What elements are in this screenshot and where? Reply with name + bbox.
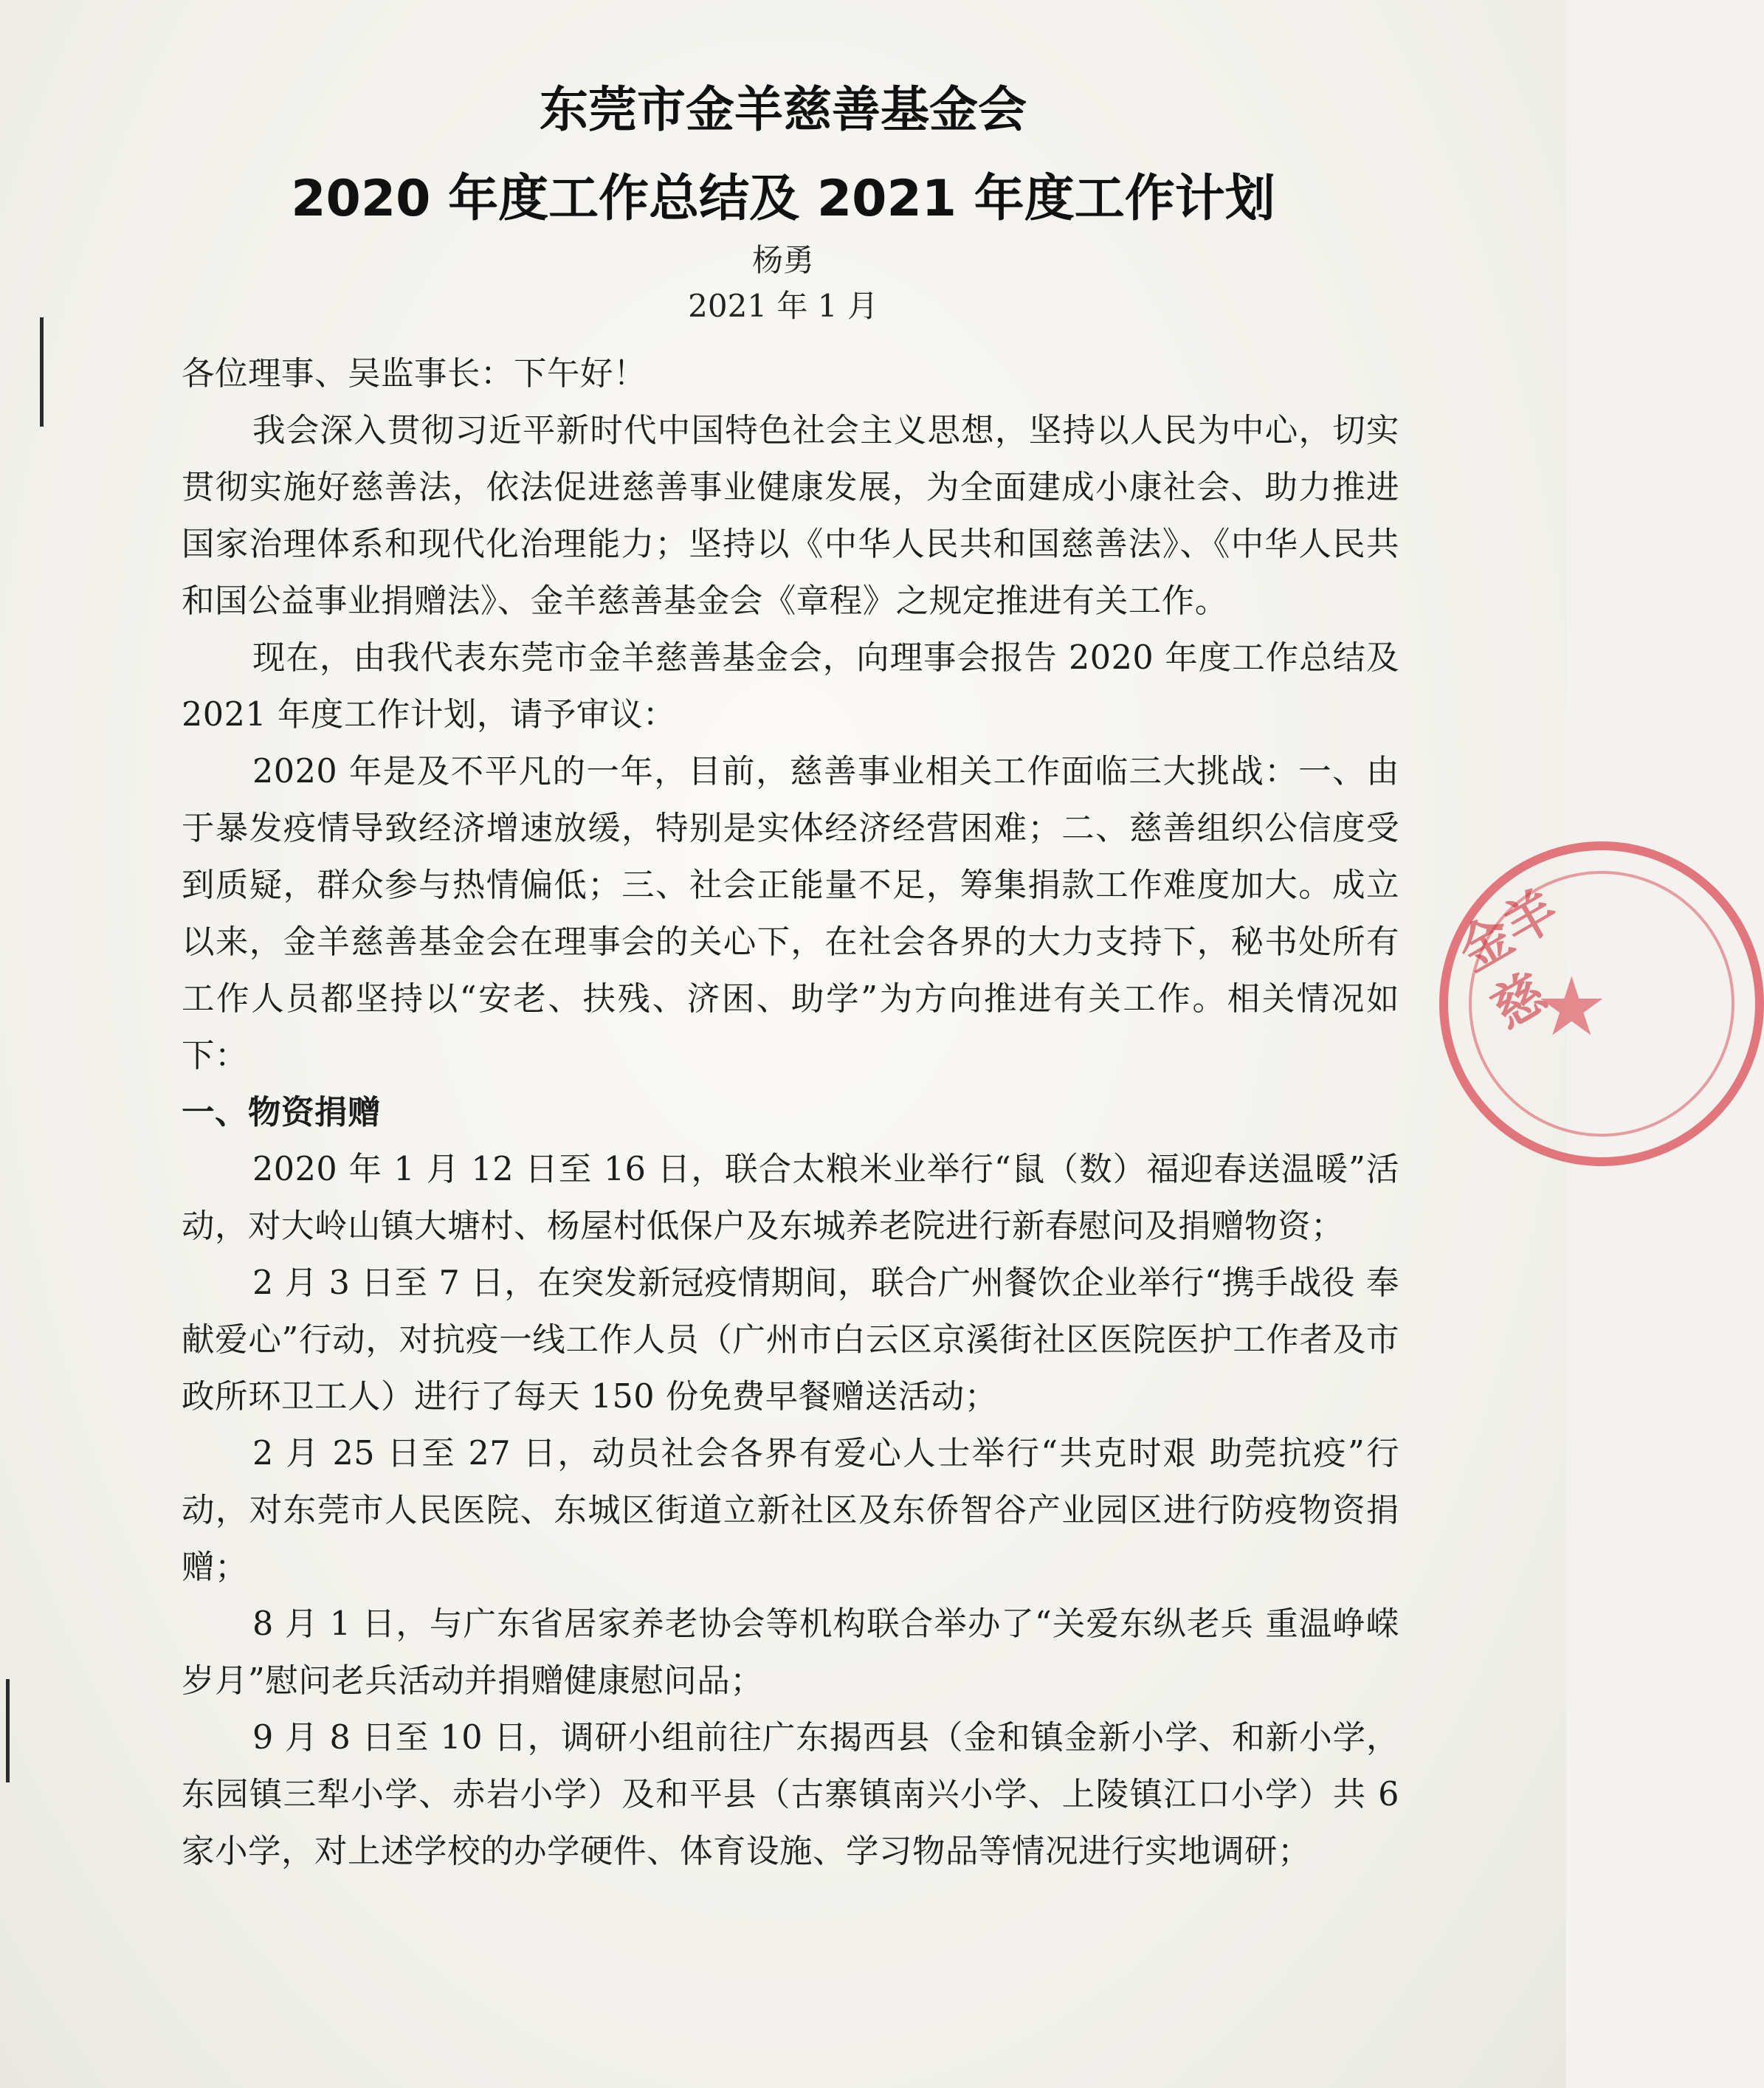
greeting: 各位理事、吴监事长：下午好！ [182,355,647,393]
list-item: 9 月 8 日至 10 日，调研小组前往广东揭西县（金和镇金新小学、和新小学，东园镇三犁小学、赤岩小学）及和平县（古寨镇南兴小学、上陵镇江口小学）共 6 家小学，对上述学校的办学硬件、体育设施、学习物品等情况进行实地调研； [182,1719,1399,1870]
document-subtitle: 2020 年度工作总结及 2021 年度工作计划 [291,170,1275,228]
red-seal-star-icon: ★ [1535,959,1608,1054]
list-item: 8 月 1 日，与广东省居家养老协会等机构联合举办了“关爱东纵老兵 重温峥嵘岁月”慰问老兵活动并捐赠健康慰问品； [182,1605,1399,1700]
paragraph: 我会深入贯彻习近平新时代中国特色社会主义思想，坚持以人民为中心，切实贯彻实施好慈善法，依法促进慈善事业健康发展，为全面建成小康社会、助力推进国家治理体系和现代化治理能力；坚持以《中华人民共和国慈善法》、《中华人民共和国公益事业捐赠法》、金羊慈善基金会《章程》之规定推进有关工作。 [182,412,1399,620]
scan-margin-mark [6,1679,10,1782]
section-heading: 一、物资捐赠 [182,1094,382,1131]
scan-margin-mark [40,317,44,427]
list-item: 2020 年 1 月 12 日至 16 日，联合太粮米业举行“鼠（数）福迎春送温暖”活动，对大岭山镇大塘村、杨屋村低保户及东城养老院进行新春慰问及捐赠物资； [182,1151,1399,1245]
paragraph: 现在，由我代表东莞市金羊慈善基金会，向理事会报告 2020 年度工作总结及 2021 年度工作计划，请予审议： [182,639,1399,734]
list-item: 2 月 3 日至 7 日，在突发新冠疫情期间，联合广州餐饮企业举行“携手战役 奉献爱心”行动，对抗疫一线工作人员（广州市白云区京溪街社区医院医护工作者及市政所环卫工人）进行了每天 150 份免费早餐赠送活动； [182,1264,1399,1416]
document-title: 东莞市金羊慈善基金会 [540,81,1027,138]
paragraph: 2020 年是及不平凡的一年，目前，慈善事业相关工作面临三大挑战：一、由于暴发疫情导致经济增速放缓，特别是实体经济经营困难；二、慈善组织公信度受到质疑，群众参与热情偏低；三、社会正能量不足，筹集捐款工作难度加大。成立以来，金羊慈善基金会在理事会的关心下，在社会各界的大力支持下，秘书处所有工作人员都坚持以“安老、扶残、济困、助学”为方向推进有关工作。相关情况如下： [182,753,1399,1075]
author: 杨勇 [751,242,814,278]
document-body [182,345,1399,1880]
document-date: 2021 年 1 月 [688,288,878,324]
list-item: 2 月 25 日至 27 日，动员社会各界有爱心人士举行“共克时艰 助莞抗疫”行动，对东莞市人民医院、东城区街道立新社区及东侨智谷产业园区进行防疫物资捐赠； [182,1435,1399,1586]
red-seal-text: 金羊慈 [1448,878,1568,1041]
